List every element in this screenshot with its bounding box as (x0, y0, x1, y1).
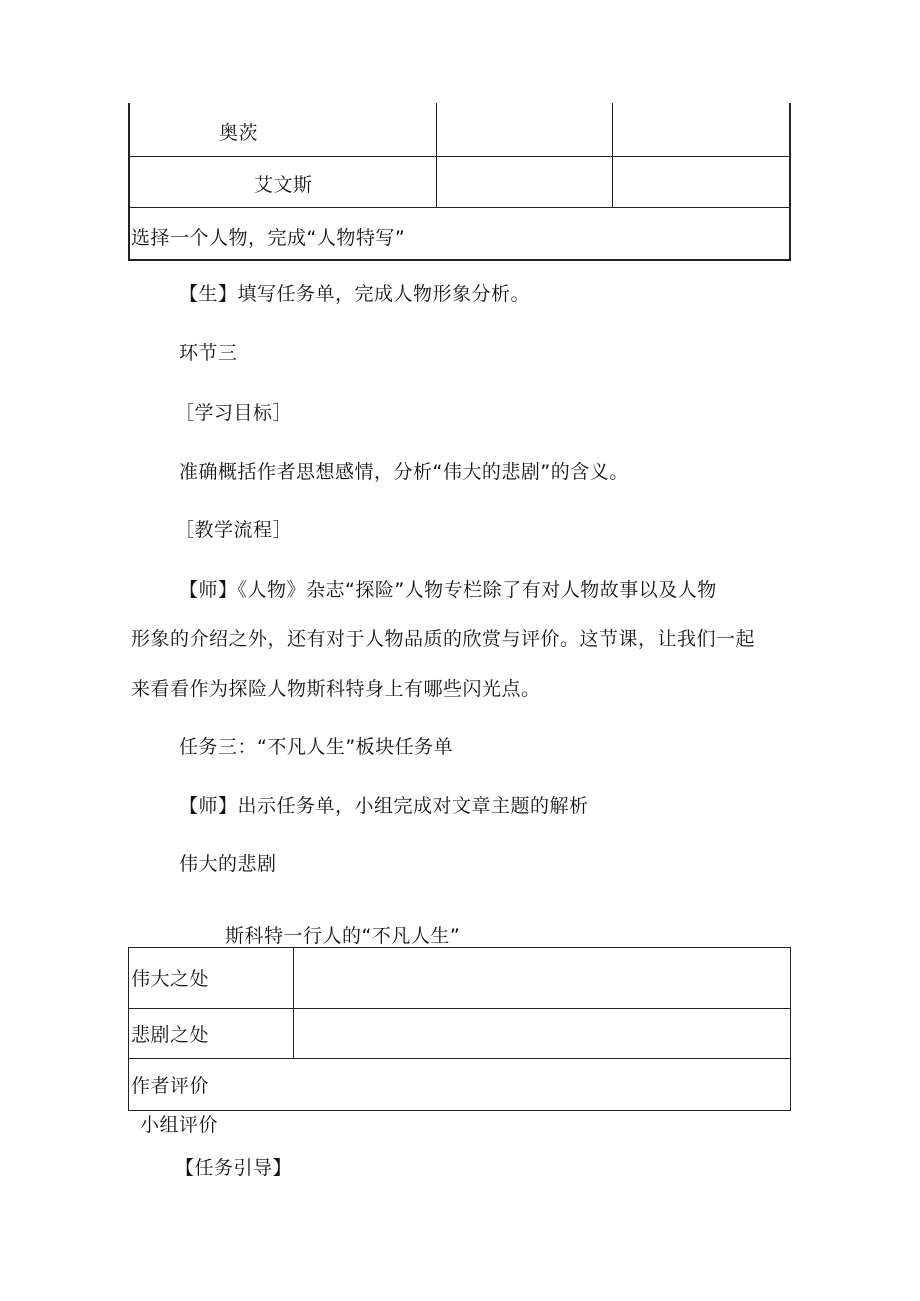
task-guide-heading: 【任务引导】 (175, 1157, 293, 1179)
group-evaluation-label: 小组评价 (140, 1114, 219, 1136)
section-heading: 环节三 (179, 342, 238, 364)
flow-heading: ［教学流程］ (175, 519, 293, 541)
table-footer-text: 选择一个人物，完成“人物特写” (131, 227, 406, 249)
teacher-task-paragraph: 【师】出示任务单，小组完成对文章主题的解析 (179, 795, 589, 817)
table-row-label: 悲剧之处 (131, 1024, 210, 1046)
teacher-intro-line: 形象的介绍之外，还有对于人物品质的欣赏与评价。这节课，让我们一起 (131, 628, 756, 650)
table-border (128, 207, 791, 208)
student-task-paragraph: 【生】填写任务单，完成人物形象分析。 (179, 283, 531, 305)
great-tragedy-label: 伟大的悲剧 (179, 853, 277, 875)
table-row-label: 伟大之处 (131, 968, 210, 990)
table-border (128, 103, 130, 261)
table-border (293, 947, 294, 1059)
table-border (790, 947, 791, 1111)
table-row-label: 作者评价 (131, 1075, 210, 1097)
table-border (128, 259, 791, 261)
table-cell-name: 艾文斯 (254, 174, 313, 196)
table-border (128, 1058, 791, 1059)
goals-text: 准确概括作者思想感情，分析“伟大的悲剧”的含义。 (179, 461, 629, 483)
table-border (128, 1008, 791, 1009)
table-border (128, 947, 791, 948)
table-border (789, 103, 791, 261)
task-heading: 任务三：“不凡人生”板块任务单 (179, 736, 454, 758)
table-cell-name: 奥茨 (219, 122, 259, 144)
goals-heading: ［学习目标］ (175, 402, 293, 424)
table-border (128, 947, 129, 1111)
table-border (128, 156, 791, 157)
teacher-intro-line: 来看看作为探险人物斯科特身上有哪些闪光点。 (131, 678, 541, 700)
table-border (128, 1110, 791, 1111)
teacher-intro-line: 【师】《人物》杂志“探险”人物专栏除了有对人物故事以及人物 (179, 579, 717, 601)
table-caption: 斯科特一行人的“不凡人生” (225, 925, 461, 947)
